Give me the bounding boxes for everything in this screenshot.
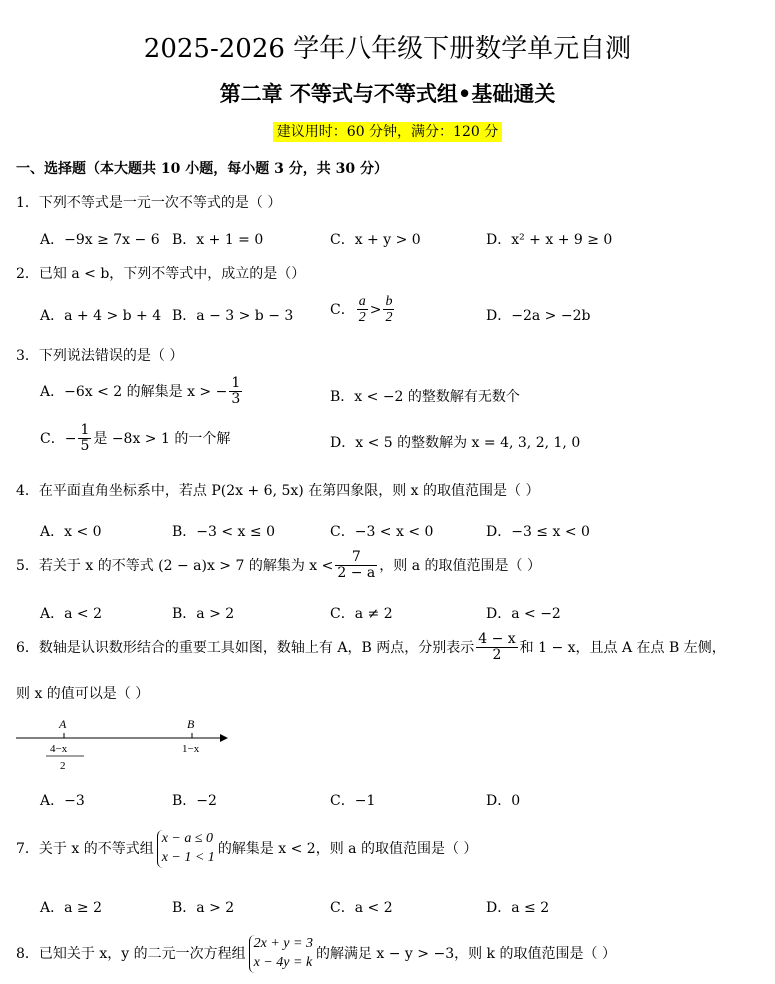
q6-option-a: A．−3: [40, 793, 85, 809]
frac-numerator: 1: [80, 422, 90, 438]
q7-option-a: A．a ≥ 2: [40, 900, 102, 916]
q6-option-c: C．−1: [330, 793, 376, 809]
frac-denominator: 3: [231, 391, 241, 408]
q3-option-d: D．x < 5 的整数解为 x = 4, 3, 2, 1, 0: [330, 435, 581, 451]
q8-eq2: x − 4y = k: [253, 954, 313, 970]
frac-numerator: 1: [231, 375, 241, 391]
frac-denominator: 2: [492, 647, 502, 664]
q8-stem-text: 8．已知关于 x，y 的二元一次方程组: [16, 945, 246, 962]
q5-stem-tail: ，则 a 的取值范围是（ ）: [379, 557, 541, 574]
q6-stem-text: 6．数轴是认识数形结合的重要工具如图，数轴上有 A，B 两点，分别表示: [16, 639, 475, 656]
q2-c-gt: >: [369, 301, 382, 318]
q3-option-a: [40, 376, 244, 408]
frac-numerator: 4 − x: [478, 631, 516, 647]
q2-option-b: B．a − 3 > b − 3: [172, 308, 294, 324]
q5-option-a: A．a < 2: [40, 606, 102, 622]
q1-option-c: C．x + y > 0: [330, 232, 421, 248]
q6-stem-tail: 和 1 − x，且点 A 在点 B 左侧，: [519, 639, 726, 656]
q4-option-c: C．−3 < x < 0: [330, 524, 434, 540]
q6-frac: [476, 632, 517, 664]
q2-c-frac-2: [383, 294, 394, 326]
q3-a-frac: [229, 376, 242, 408]
q7-stem-tail: 的解集是 x < 2，则 a 的取值范围是（ ）: [217, 840, 478, 857]
q7-inequality-system: [157, 830, 215, 868]
q3-c-frac: [78, 423, 91, 455]
q8-stem-tail: 的解满足 x − y > −3，则 k 的取值范围是（ ）: [315, 945, 616, 962]
q3-option-c: [40, 423, 230, 455]
page-title: 2025-2026 学年八年级下册数学单元自测: [143, 34, 632, 64]
number-line-figure: [14, 712, 229, 776]
frac-denominator: 5: [80, 438, 90, 455]
q7-stem-text: 7．关于 x 的不等式组: [16, 840, 154, 857]
q3-option-b: B．x < −2 的整数解有无数个: [330, 389, 520, 405]
question-8-stem: [16, 935, 616, 973]
frac-numerator: b: [385, 294, 393, 309]
frac-denominator: 2: [385, 310, 393, 326]
q1-option-b: B．x + 1 = 0: [172, 232, 264, 248]
q3-c-prefix: C．−: [40, 430, 77, 447]
q3-c-text: 是 −8x > 1 的一个解: [93, 430, 231, 447]
frac-numerator: a: [358, 294, 366, 309]
q7-eq1: x − a ≤ 0: [161, 831, 214, 846]
q5-frac: [335, 550, 377, 582]
frac-denominator: 2: [358, 310, 366, 326]
q7-eq2: x − 1 < 1: [161, 849, 215, 865]
time-banner: [0, 121, 775, 141]
chapter-subtitle: 第二章 不等式与不等式组•基础通关: [219, 81, 556, 106]
q8-eq1: 2x + y = 3: [253, 936, 313, 951]
q8-equation-system: [249, 935, 313, 973]
q4-option-b: B．−3 < x ≤ 0: [172, 524, 275, 540]
q1-option-a: A．−9x ≥ 7x − 6: [40, 232, 160, 248]
point-a-label: A: [59, 717, 67, 731]
q6-option-d: D．0: [486, 793, 521, 809]
q5-stem-text: 5．若关于 x 的不等式 (2 − a)x > 7 的解集为 x <: [16, 557, 334, 574]
frac-denominator: 2 − a: [337, 565, 376, 582]
point-a-numerator: 4−x: [50, 743, 68, 755]
q4-option-a: A．x < 0: [40, 524, 102, 540]
q5-option-b: B．a > 2: [172, 606, 235, 622]
point-b-label: B: [187, 717, 195, 731]
q1-option-d: D．x² + x + 9 ≥ 0: [486, 232, 613, 248]
question-2-stem: 2．已知 a < b，下列不等式中，成立的是（）: [16, 266, 306, 282]
q6-option-b: B．−2: [172, 793, 217, 809]
q2-option-d: D．−2a > −2b: [486, 308, 591, 324]
section-heading: 一、选择题（本大题共 10 小题，每小题 3 分，共 30 分）: [16, 161, 388, 177]
question-7-stem: [16, 830, 477, 868]
question-3-stem: 3．下列说法错误的是（ ）: [16, 348, 184, 364]
q2-option-a: A．a + 4 > b + 4: [40, 308, 162, 324]
question-1-stem: 1．下列不等式是一元一次不等式的是（ ）: [16, 195, 282, 211]
question-5-stem: [16, 550, 541, 582]
q7-option-d: D．a ≤ 2: [486, 900, 550, 916]
q7-option-b: B．a > 2: [172, 900, 235, 916]
q4-option-d: D．−3 ≤ x < 0: [486, 524, 590, 540]
q3-a-text: A．−6x < 2 的解集是 x > −: [40, 383, 228, 400]
q2-c-frac-1: [357, 294, 368, 326]
axis-arrow-icon: [220, 734, 228, 742]
q5-option-c: C．a ≠ 2: [330, 606, 393, 622]
frac-numerator: 7: [335, 550, 377, 566]
point-a-denominator: 2: [60, 760, 66, 772]
time-highlight: 建议用时：60 分钟，满分：120 分: [273, 122, 502, 142]
question-6-stem-line1: [16, 632, 726, 664]
q5-option-d: D．a < −2: [486, 606, 561, 622]
q2-option-c-prefix: C．: [330, 301, 355, 318]
question-6-stem-line2: 则 x 的值可以是（ ）: [16, 686, 150, 702]
q7-option-c: C．a < 2: [330, 900, 393, 916]
question-4-stem: 4．在平面直角坐标系中，若点 P(2x + 6, 5x) 在第四象限，则 x 的取值范围是（ ）: [16, 483, 540, 499]
q2-option-c: [330, 294, 396, 326]
point-b-value: 1−x: [182, 743, 200, 755]
